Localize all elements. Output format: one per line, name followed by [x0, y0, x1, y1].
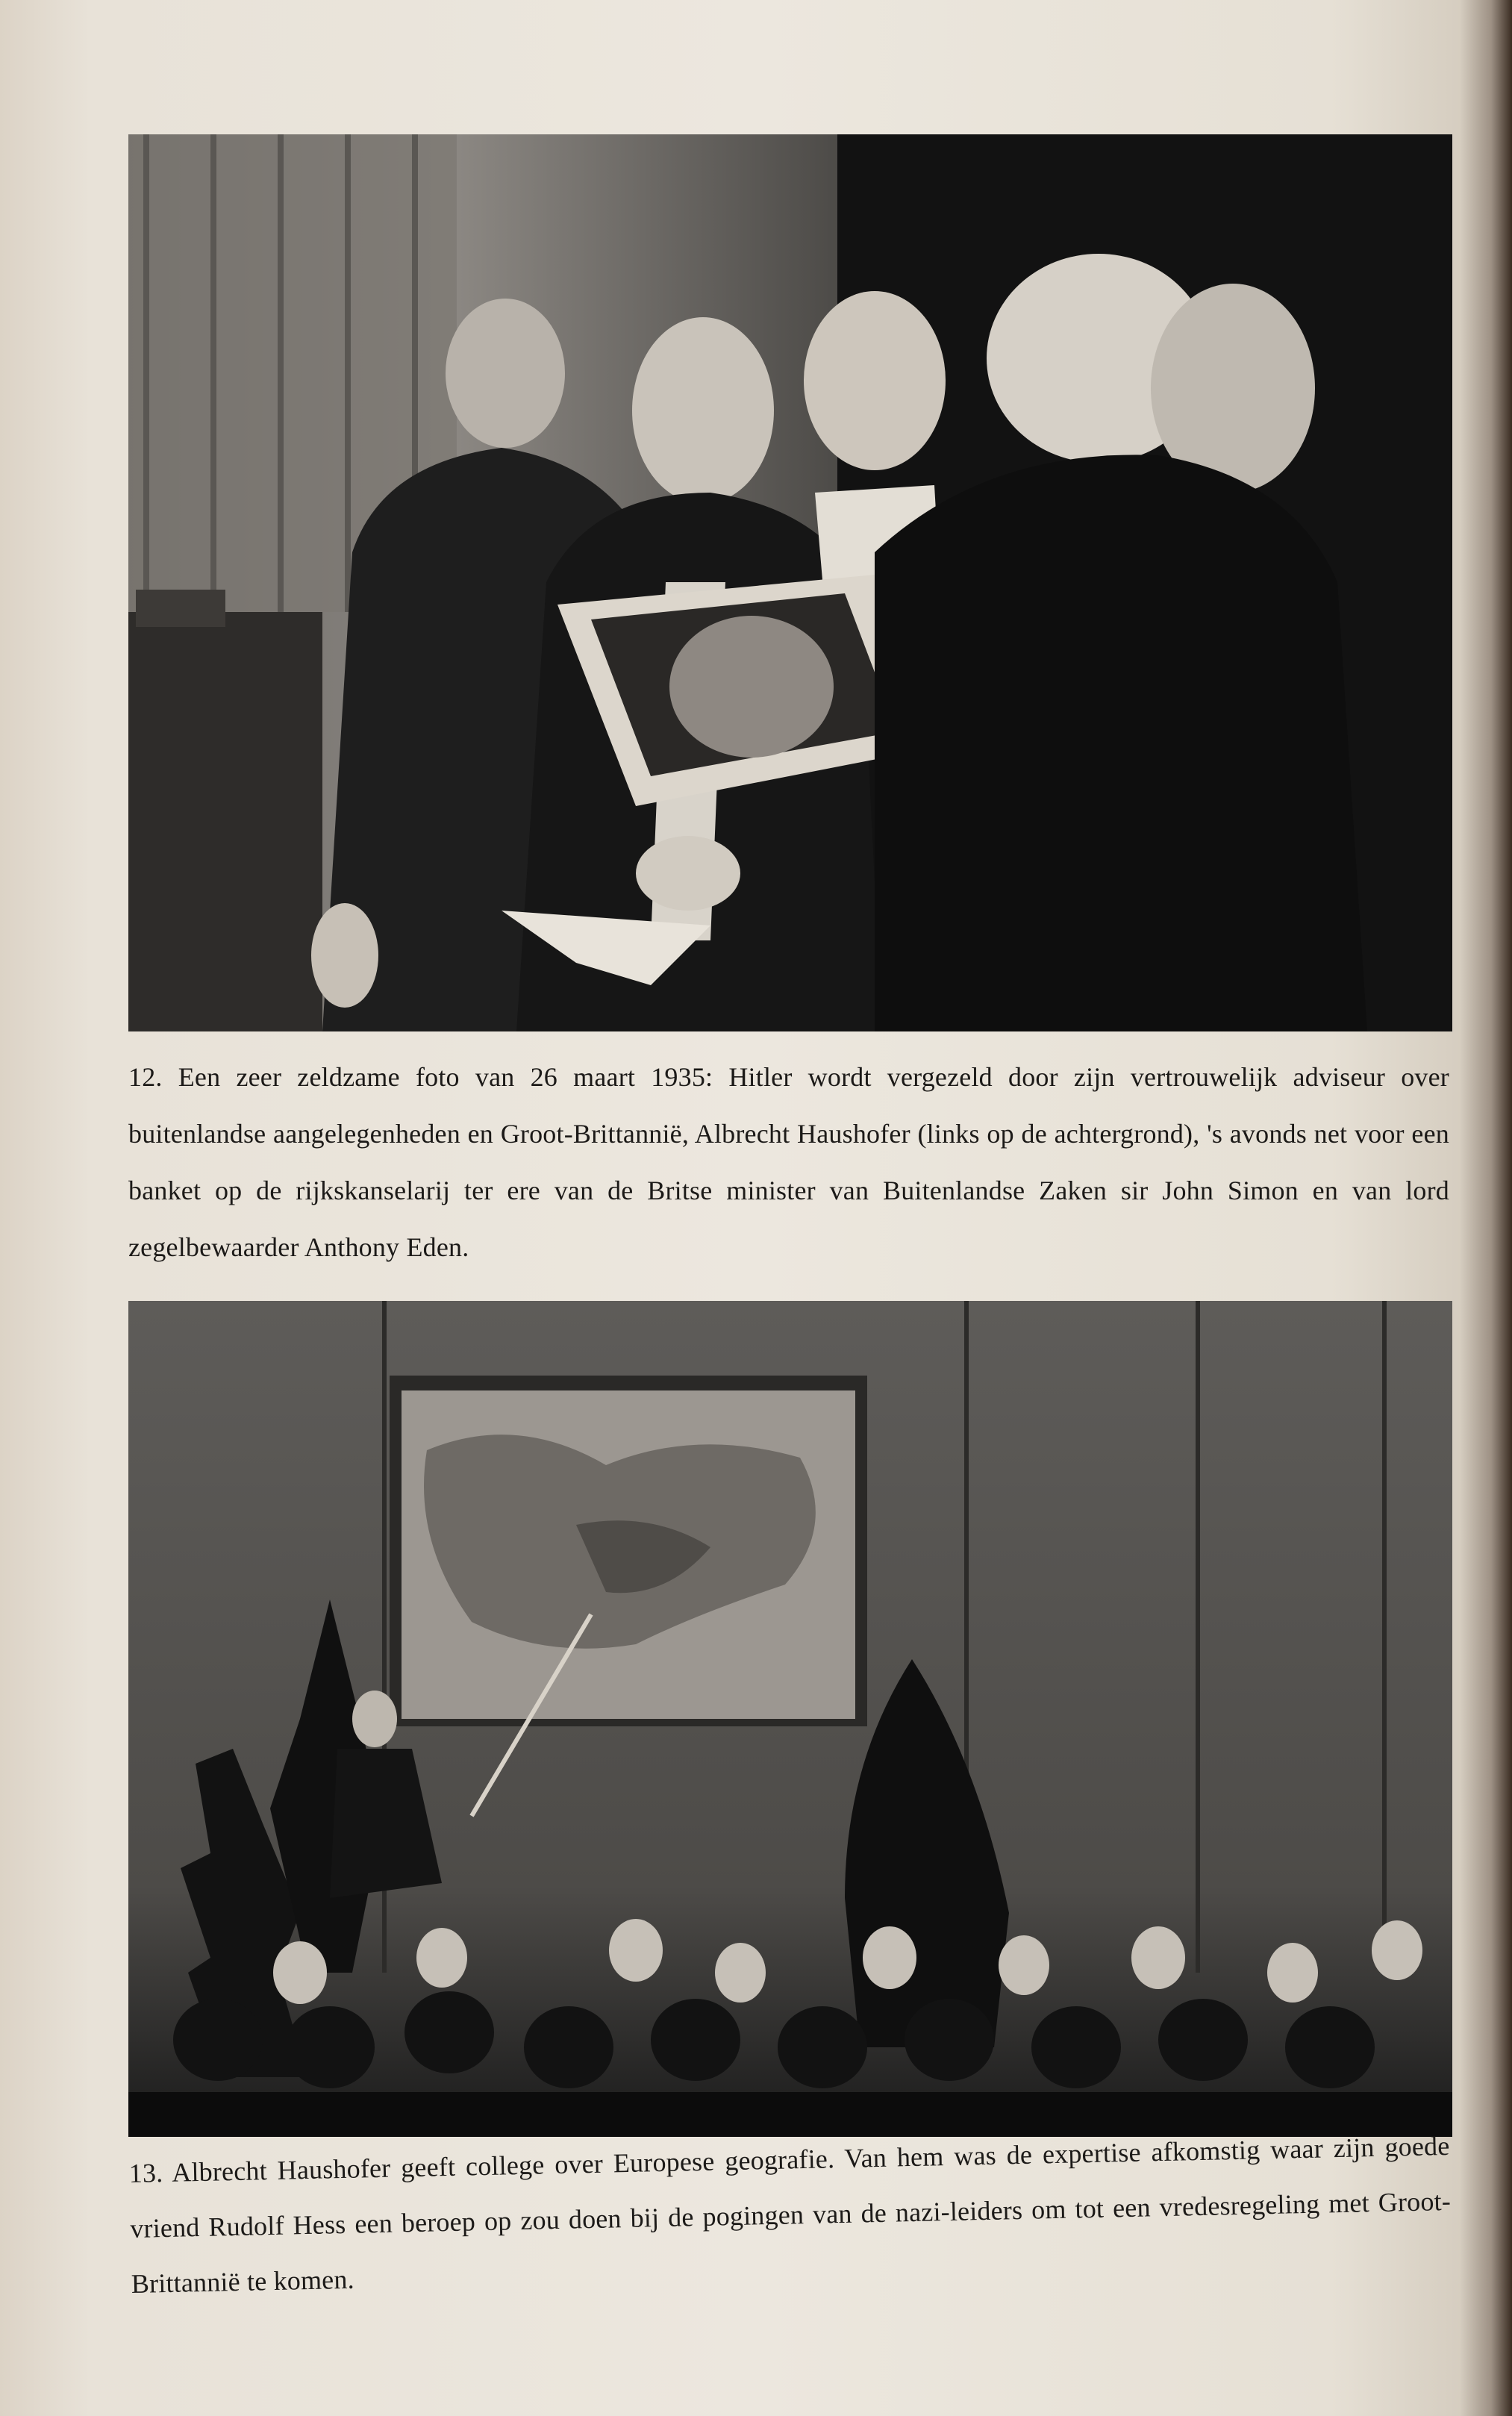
caption-photo-13: 13. Albrecht Haushofer geeft college over Europese geografie. Van hem was de expertise afkomstig waar zijn goede vriend Rudolf Hess een beroep op zou doen bij de pogingen van de nazi-leiders om tot een vredesregeling met Groot-Brittannië te komen.	[128, 2130, 1452, 2299]
page-edge-shadow	[1460, 0, 1512, 2416]
photo-banquet-image	[128, 134, 1452, 1031]
photo-lecture-image	[128, 1301, 1452, 2137]
photo-banquet-1935	[128, 134, 1452, 1031]
caption-photo-12: 12. Een zeer zeldzame foto van 26 maart 1935: Hitler wordt vergezeld door zijn vertrouwelijk adviseur over buitenlandse aangelegenheden en Groot-Brittannië, Albrecht Haushofer (links op de achtergrond), 's avonds net voor een banket op de rijkskanselarij ter ere van de Britse minister van Buitenlandse Zaken sir John Simon en van lord zegelbewaarder Anthony Eden.	[128, 1062, 1449, 1262]
photo-lecture	[128, 1301, 1452, 2137]
